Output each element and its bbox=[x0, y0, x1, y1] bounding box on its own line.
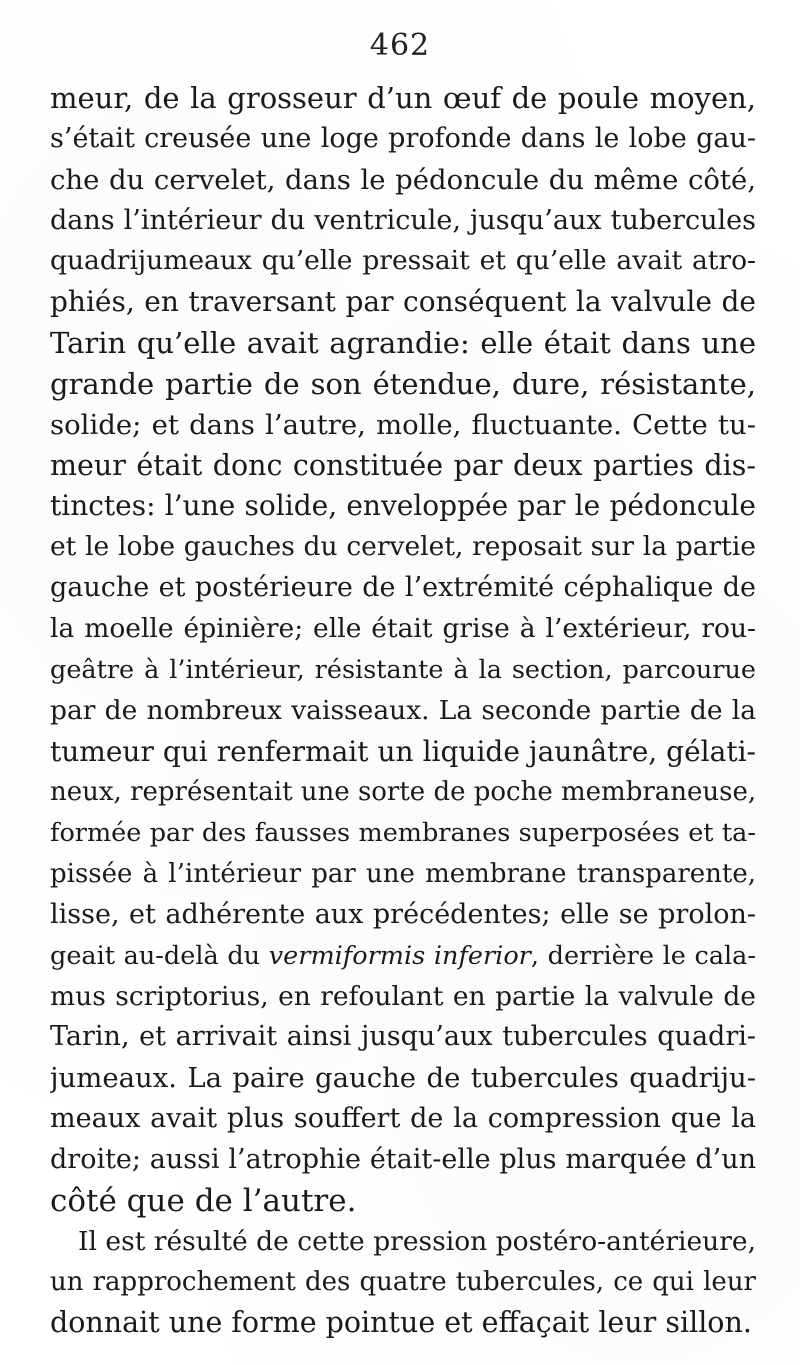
text-line: formée par des fausses membranes superposées et ta- bbox=[50, 818, 756, 849]
text-line: s’était creusée une loge profonde dans le lobe gau- bbox=[50, 122, 756, 154]
text-line: che du cervelet, dans le pédoncule du même côté, bbox=[50, 163, 756, 196]
text-line-with-italic bbox=[50, 936, 756, 977]
text-line: gauche et postérieure de l’extrémité céphalique de bbox=[50, 572, 756, 604]
page-number: 462 bbox=[369, 28, 431, 63]
text-line: quadrijumeaux qu’elle pressait et qu’elle avait atro- bbox=[50, 245, 756, 277]
text-line: tinctes: l’une solide, enveloppée par le pédoncule bbox=[50, 489, 756, 523]
text-line: geâtre à l’intérieur, résistante à la section, parcourue bbox=[50, 654, 756, 685]
text-line: un rapprochement des quatre tubercules, ce qui leur bbox=[50, 1267, 756, 1298]
text-line: solide; et dans l’autre, molle, fluctuante. Cette tu- bbox=[50, 408, 756, 441]
text-line: dans l’intérieur du ventricule, jusqu’aux tubercules bbox=[50, 204, 756, 236]
text-line: par de nombreux vaisseaux. La seconde partie de la bbox=[50, 694, 756, 726]
italic-term: vermiformis inferior bbox=[268, 940, 531, 971]
text-segment: , derrière le cala- bbox=[530, 940, 756, 971]
text-line: la moelle épinière; elle était grise à l’extérieur, rou- bbox=[50, 612, 756, 644]
text-line: meur, de la grosseur d’un œuf de poule moyen, bbox=[50, 81, 756, 115]
body-text bbox=[50, 78, 756, 1344]
text-line: pissée à l’intérieur par une membrane transparente, bbox=[50, 859, 756, 890]
text-line: tumeur qui renfermait un liquide jaunâtre, gélati- bbox=[50, 734, 756, 768]
text-line: Tarin, et arrivait ainsi jusqu’aux tubercules quadri- bbox=[50, 1021, 756, 1053]
text-line: meur était donc constituée par deux parties dis- bbox=[50, 448, 756, 482]
text-line: neux, représentait une sorte de poche membraneuse, bbox=[50, 777, 756, 808]
text-segment: geait au-delà du bbox=[50, 940, 269, 971]
paragraph-end-line: côté que de l’autre. bbox=[50, 1182, 357, 1219]
text-line: phiés, en traversant par conséquent la valvule de bbox=[50, 285, 756, 319]
text-line: lisse, et adhérente aux précédentes; elle se prolon- bbox=[50, 898, 756, 930]
text-line: droite; aussi l’atrophie était-elle plus marquée d’un bbox=[50, 1143, 756, 1175]
text-line: meaux avait plus souffert de la compression que la bbox=[50, 1103, 756, 1135]
text-line: Tarin qu’elle avait agrandie: elle était dans une bbox=[50, 326, 756, 361]
text-line: et le lobe gauches du cervelet, reposait sur la partie bbox=[50, 531, 756, 563]
text-line: Il est résulté de cette pression postéro-antérieure, bbox=[78, 1225, 756, 1257]
paragraph-end-line: donnait une forme pointue et effaçait leur sillon. bbox=[50, 1306, 752, 1340]
text-line: mus scriptorius, en refoulant en partie la valvule de bbox=[50, 980, 756, 1012]
text-line: grande partie de son étendue, dure, résistante, bbox=[50, 366, 756, 401]
text-line: jumeaux. La paire gauche de tubercules quadriju- bbox=[50, 1062, 756, 1095]
